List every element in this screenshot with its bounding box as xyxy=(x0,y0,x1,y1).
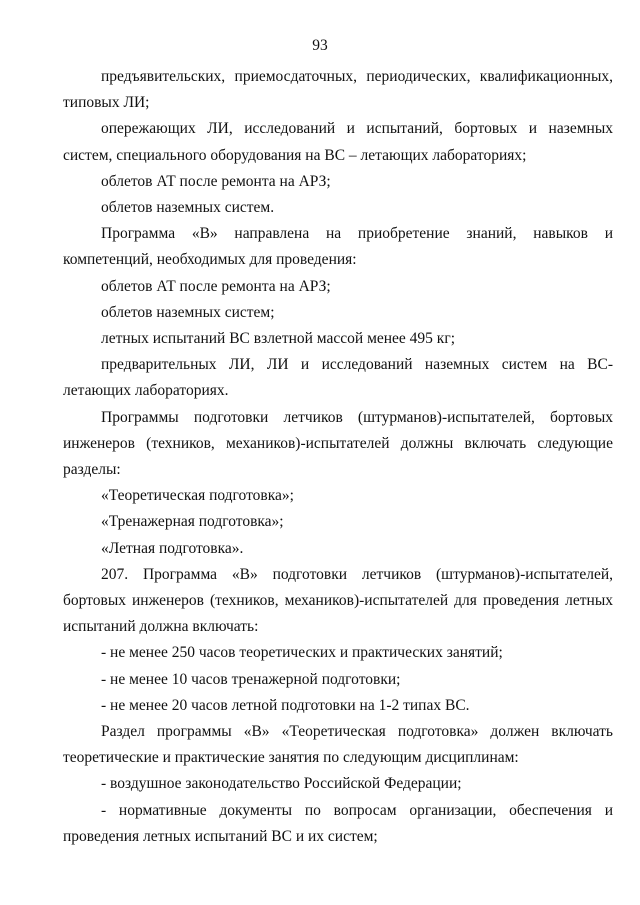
paragraph: «Теоретическая подготовка»; xyxy=(101,487,294,505)
paragraph: 207. Программа «В» подготовки летчиков (штурманов)-испытателей, бортовых инженеров (техников, механиков)-испытателей для проведения летных испытаний должна включать: xyxy=(63,565,613,636)
paragraph: «Летная подготовка». xyxy=(101,539,244,557)
paragraph: летных испытаний ВС взлетной массой менее 495 кг; xyxy=(101,330,456,348)
paragraph: облетов АТ после ремонта на АРЗ; xyxy=(101,277,331,295)
paragraph: «Тренажерная подготовка»; xyxy=(101,513,284,531)
document-body xyxy=(63,64,613,850)
paragraph: - не менее 20 часов летной подготовки на 1-2 типах ВС. xyxy=(101,696,470,714)
paragraph: - не менее 10 часов тренажерной подготовки; xyxy=(101,670,401,688)
paragraph: Программа «В» направлена на приобретение знаний, навыков и компетенций, необходимых для проведения: xyxy=(63,225,613,269)
paragraph: Программы подготовки летчиков (штурманов)-испытателей, бортовых инженеров (техников, механиков)-испытателей должны включать следующие разделы: xyxy=(63,408,613,479)
paragraph: - воздушное законодательство Российской Федерации; xyxy=(101,775,462,793)
paragraph: предъявительских, приемосдаточных, периодических, квалификационных, типовых ЛИ; xyxy=(63,68,613,112)
paragraph: - нормативные документы по вопросам организации, обеспечения и проведения летных испытаний ВС и их систем; xyxy=(63,801,613,845)
paragraph: предварительных ЛИ, ЛИ и исследований наземных систем на ВС-летающих лабораториях. xyxy=(63,356,613,400)
paragraph: опережающих ЛИ, исследований и испытаний, бортовых и наземных систем, специального оборудования на ВС – летающих лабораториях; xyxy=(63,120,613,164)
page-number: 93 xyxy=(312,37,328,54)
paragraph: - не менее 250 часов теоретических и практических занятий; xyxy=(101,644,503,662)
paragraph: облетов наземных систем. xyxy=(101,199,275,217)
paragraph: Раздел программы «В» «Теоретическая подготовка» должен включать теоретические и практические занятия по следующим дисциплинам: xyxy=(63,723,613,767)
paragraph: облетов наземных систем; xyxy=(101,303,275,321)
paragraph: облетов АТ после ремонта на АРЗ; xyxy=(101,172,331,190)
